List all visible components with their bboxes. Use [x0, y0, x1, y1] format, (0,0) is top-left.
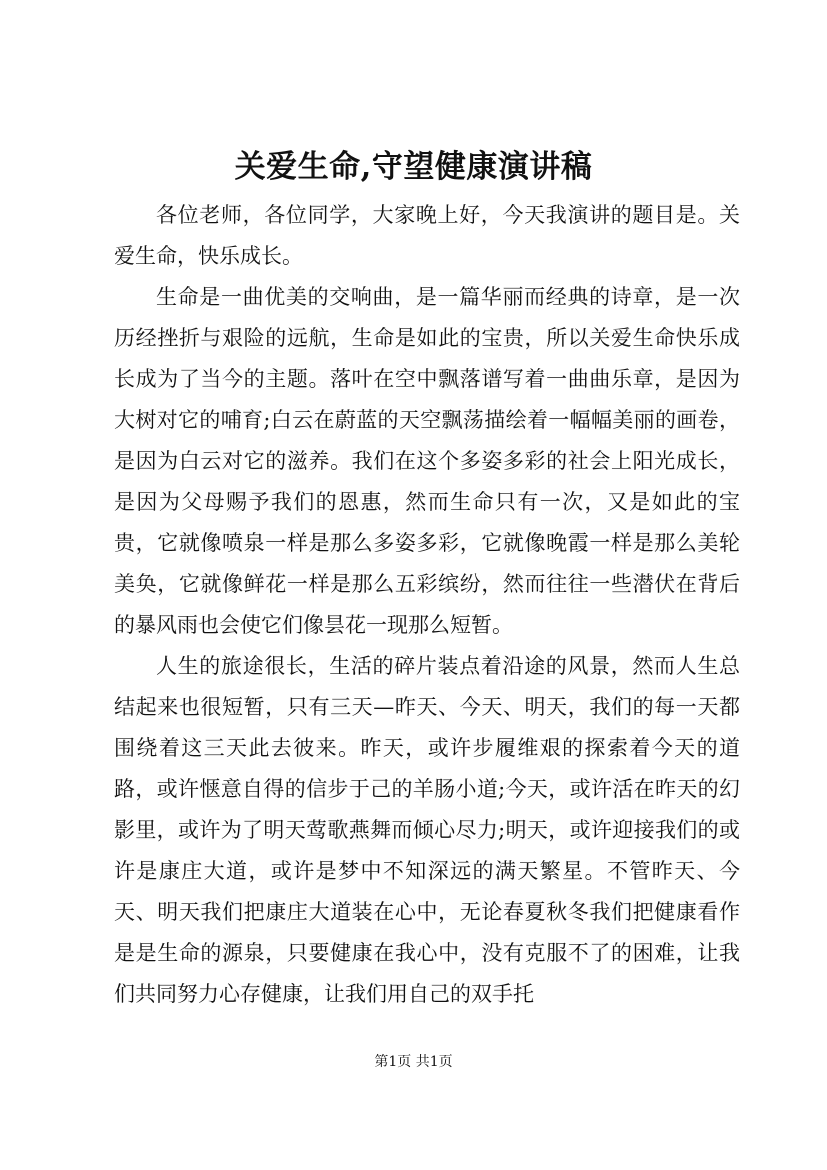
paragraph-journey: 人生的旅途很长，生活的碎片装点着沿途的风景，然而人生总结起来也很短暂，只有三天—昨天、今天、明天，我们的每一天都围绕着这三天此去彼来。昨天，或许步履维艰的探索着今天的道路，或许惬意自得的信步于己的羊肠小道;今天，或许活在昨天的幻影里，或许为了明天莺歌燕舞而倾心尽力;明天，或许迎接我们的或许是康庄大道，或许是梦中不知深远的满天繁星。不管昨天、今天、明天我们把康庄大道装在心中，无论春夏秋冬我们把健康看作是是生命的源泉，只要健康在我心中，没有克服不了的困难，让我们共同努力心存健康，让我们用自己的双手托: [114, 654, 740, 1006]
paragraph-life: 生命是一曲优美的交响曲，是一篇华丽而经典的诗章，是一次历经挫折与艰险的远航，生命是如此的宝贵，所以关爱生命快乐成长成为了当今的主题。落叶在空中飘落谱写着一曲曲乐章，是因为大树对它的哺育;白云在蔚蓝的天空飘荡描绘着一幅幅美丽的画卷，是因为白云对它的滋养。我们在这个多姿多彩的社会上阳光成长，是因为父母赐予我们的恩惠，然而生命只有一次，又是如此的宝贵，它就像喷泉一样是那么多姿多彩，它就像晚霞一样是那么美轮美奂，它就像鲜花一样是那么五彩缤纷，然而往往一些潜伏在背后的暴风雨也会使它们像昙花一现那么短暂。: [114, 285, 740, 637]
document-title: 关爱生命,守望健康演讲稿: [234, 149, 593, 185]
page-number-footer: 第1页 共1页: [374, 1054, 453, 1070]
paragraph-greeting: 各位老师，各位同学，大家晚上好，今天我演讲的题目是。关爱生命，快乐成长。: [114, 203, 740, 268]
document-body: [114, 195, 740, 1015]
